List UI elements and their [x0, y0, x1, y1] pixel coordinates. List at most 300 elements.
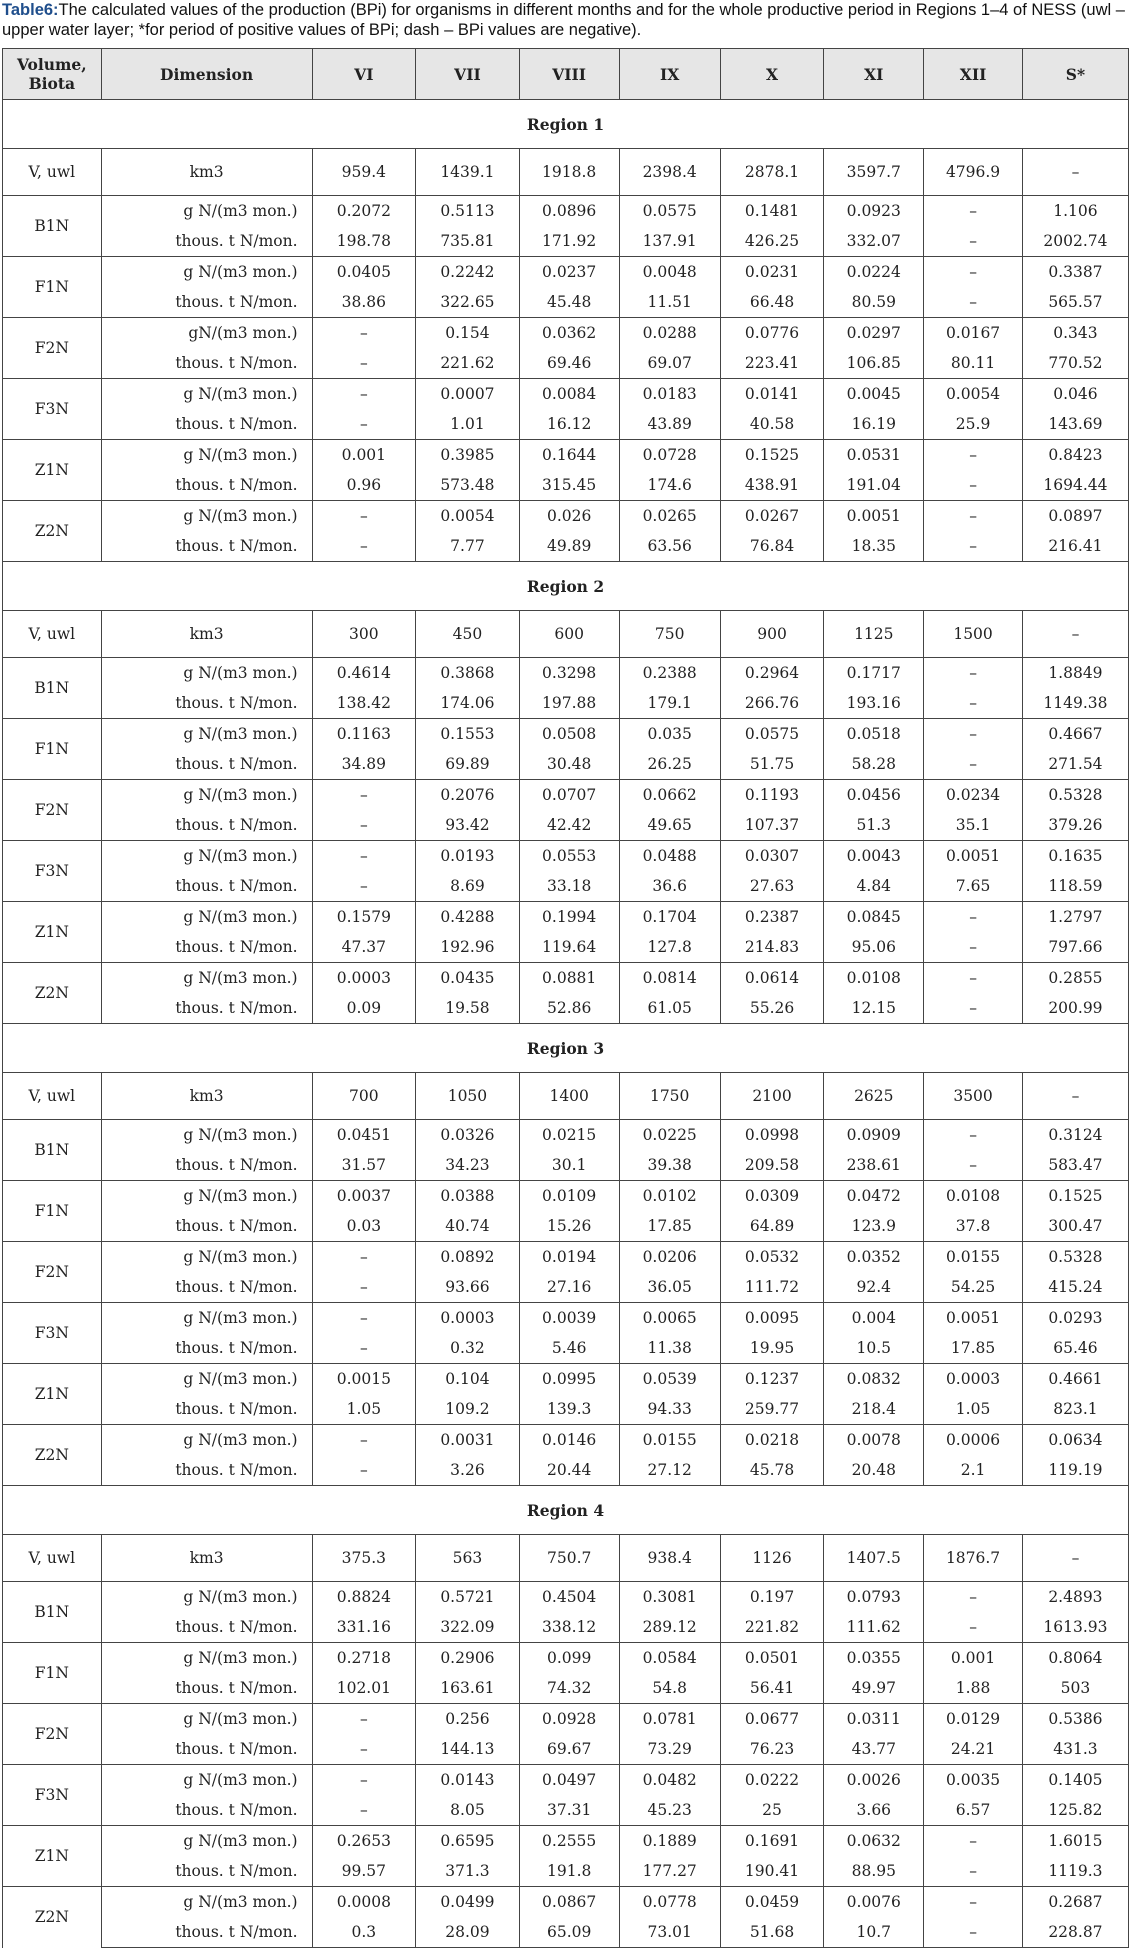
- value-cell: 228.87: [1022, 1917, 1128, 1948]
- biota-name: Z2N: [3, 963, 102, 1024]
- value-cell: 0.035: [619, 719, 720, 750]
- value-cell: 0.0218: [720, 1425, 824, 1456]
- table-caption-text: The calculated values of the production (BPi) for organisms in different months and for the whole productive period in Regions 1–4 of NESS (uwl – upper water layer; *for period of positive values of BPi; dash – BPi values are negative).: [2, 1, 1125, 39]
- dimension-cell: thous. t N/mon.: [101, 1856, 312, 1887]
- value-cell: 12.15: [824, 993, 924, 1024]
- dimension-cell: thous. t N/mon.: [101, 470, 312, 501]
- value-cell: 0.0575: [720, 719, 824, 750]
- value-cell: –: [312, 780, 416, 811]
- value-cell: 3.26: [416, 1455, 520, 1486]
- value-cell: 0.0531: [824, 440, 924, 471]
- value-cell: 107.37: [720, 810, 824, 841]
- value-cell: 174.6: [619, 470, 720, 501]
- value-cell: 0.154: [416, 318, 520, 349]
- value-cell: 315.45: [519, 470, 619, 501]
- value-cell: 54.25: [924, 1272, 1023, 1303]
- value-cell: 0.0845: [824, 902, 924, 933]
- value-cell: 1613.93: [1022, 1612, 1128, 1643]
- volume-value: 938.4: [619, 1535, 720, 1582]
- value-cell: 0.001: [312, 440, 416, 471]
- value-cell: 17.85: [924, 1333, 1023, 1364]
- value-cell: 0.0043: [824, 841, 924, 872]
- value-cell: 34.23: [416, 1150, 520, 1181]
- dimension-cell: g N/(m3 mon.): [101, 1120, 312, 1151]
- dimension-cell: thous. t N/mon.: [101, 1272, 312, 1303]
- value-cell: 1.05: [924, 1394, 1023, 1425]
- value-cell: 36.6: [619, 871, 720, 902]
- dimension-cell: thous. t N/mon.: [101, 348, 312, 379]
- value-cell: 27.63: [720, 871, 824, 902]
- value-cell: 218.4: [824, 1394, 924, 1425]
- biota-name: B1N: [3, 1582, 102, 1643]
- dimension-cell: g N/(m3 mon.): [101, 1364, 312, 1395]
- dimension-cell: g N/(m3 mon.): [101, 1582, 312, 1613]
- biota-name: B1N: [3, 1120, 102, 1181]
- value-cell: 144.13: [416, 1734, 520, 1765]
- value-cell: 0.0167: [924, 318, 1023, 349]
- dimension-cell: thous. t N/mon.: [101, 993, 312, 1024]
- volume-row: [3, 1535, 1129, 1582]
- header-cell: Volume, Biota: [3, 49, 102, 100]
- value-cell: 36.05: [619, 1272, 720, 1303]
- biota-row: [3, 688, 1129, 719]
- biota-row: [3, 531, 1129, 562]
- value-cell: 37.31: [519, 1795, 619, 1826]
- value-cell: –: [924, 1150, 1023, 1181]
- region-title-row: [3, 562, 1129, 611]
- value-cell: 26.25: [619, 749, 720, 780]
- header-cell: XI: [824, 49, 924, 100]
- biota-row: [3, 1333, 1129, 1364]
- value-cell: –: [312, 379, 416, 410]
- value-cell: 0.0532: [720, 1242, 824, 1273]
- biota-row: [3, 379, 1129, 410]
- value-cell: 300.47: [1022, 1211, 1128, 1242]
- value-cell: 3.66: [824, 1795, 924, 1826]
- value-cell: 10.7: [824, 1917, 924, 1948]
- value-cell: 74.32: [519, 1673, 619, 1704]
- value-cell: 66.48: [720, 287, 824, 318]
- value-cell: 0.0224: [824, 257, 924, 288]
- value-cell: 0.0006: [924, 1425, 1023, 1456]
- value-cell: 0.1481: [720, 196, 824, 227]
- value-cell: 92.4: [824, 1272, 924, 1303]
- value-cell: 197.88: [519, 688, 619, 719]
- value-cell: 69.46: [519, 348, 619, 379]
- volume-value: 3500: [924, 1073, 1023, 1120]
- biota-row: [3, 780, 1129, 811]
- biota-row: [3, 749, 1129, 780]
- value-cell: 2.1: [924, 1455, 1023, 1486]
- biota-name: F1N: [3, 257, 102, 318]
- value-cell: 0.5328: [1022, 1242, 1128, 1273]
- value-cell: 1.8849: [1022, 658, 1128, 689]
- header-cell: XII: [924, 49, 1023, 100]
- value-cell: 0.0037: [312, 1181, 416, 1212]
- dimension-cell: g N/(m3 mon.): [101, 1887, 312, 1918]
- value-cell: 17.85: [619, 1211, 720, 1242]
- value-cell: –: [312, 871, 416, 902]
- value-cell: 0.0781: [619, 1704, 720, 1735]
- header-cell: IX: [619, 49, 720, 100]
- value-cell: 0.2964: [720, 658, 824, 689]
- value-cell: 1.05: [312, 1394, 416, 1425]
- value-cell: 0.0102: [619, 1181, 720, 1212]
- value-cell: 0.2072: [312, 196, 416, 227]
- value-cell: 19.58: [416, 993, 520, 1024]
- value-cell: –: [924, 1612, 1023, 1643]
- volume-value: 700: [312, 1073, 416, 1120]
- region-title: Region 1: [3, 100, 1129, 149]
- value-cell: 0.0054: [416, 501, 520, 532]
- dimension-cell: thous. t N/mon.: [101, 1734, 312, 1765]
- value-cell: 209.58: [720, 1150, 824, 1181]
- value-cell: 7.77: [416, 531, 520, 562]
- value-cell: 125.82: [1022, 1795, 1128, 1826]
- value-cell: 0.0499: [416, 1887, 520, 1918]
- value-cell: 797.66: [1022, 932, 1128, 963]
- value-cell: 55.26: [720, 993, 824, 1024]
- value-cell: 0.0108: [924, 1181, 1023, 1212]
- value-cell: 0.0193: [416, 841, 520, 872]
- value-cell: 143.69: [1022, 409, 1128, 440]
- biota-row: [3, 810, 1129, 841]
- biota-name: Z1N: [3, 1826, 102, 1887]
- value-cell: 0.1644: [519, 440, 619, 471]
- value-cell: 27.12: [619, 1455, 720, 1486]
- volume-label: V, uwl: [3, 611, 102, 658]
- value-cell: 40.74: [416, 1211, 520, 1242]
- value-cell: –: [312, 1333, 416, 1364]
- value-cell: 0.0614: [720, 963, 824, 994]
- value-cell: 322.09: [416, 1612, 520, 1643]
- value-cell: 54.8: [619, 1673, 720, 1704]
- volume-value: 1439.1: [416, 149, 520, 196]
- biota-row: [3, 257, 1129, 288]
- value-cell: 0.4504: [519, 1582, 619, 1613]
- value-cell: –: [924, 1826, 1023, 1857]
- value-cell: 0.3: [312, 1917, 416, 1948]
- dimension-cell: g N/(m3 mon.): [101, 257, 312, 288]
- value-cell: 431.3: [1022, 1734, 1128, 1765]
- dimension-cell: g N/(m3 mon.): [101, 1826, 312, 1857]
- dimension-cell: g N/(m3 mon.): [101, 902, 312, 933]
- value-cell: 88.95: [824, 1856, 924, 1887]
- value-cell: 0.32: [416, 1333, 520, 1364]
- value-cell: –: [312, 810, 416, 841]
- dimension-cell: g N/(m3 mon.): [101, 1765, 312, 1796]
- value-cell: 0.4661: [1022, 1364, 1128, 1395]
- value-cell: –: [924, 1120, 1023, 1151]
- value-cell: 20.44: [519, 1455, 619, 1486]
- value-cell: 0.0035: [924, 1765, 1023, 1796]
- dimension-cell: g N/(m3 mon.): [101, 963, 312, 994]
- biota-row: [3, 287, 1129, 318]
- value-cell: 51.3: [824, 810, 924, 841]
- value-cell: 16.12: [519, 409, 619, 440]
- value-cell: 0.0026: [824, 1765, 924, 1796]
- value-cell: 0.1704: [619, 902, 720, 933]
- value-cell: –: [312, 1734, 416, 1765]
- value-cell: 0.0222: [720, 1765, 824, 1796]
- value-cell: 0.1691: [720, 1826, 824, 1857]
- value-cell: 0.0881: [519, 963, 619, 994]
- dimension-cell: g N/(m3 mon.): [101, 841, 312, 872]
- biota-name: Z1N: [3, 902, 102, 963]
- value-cell: 0.0539: [619, 1364, 720, 1395]
- header-cell: X: [720, 49, 824, 100]
- value-cell: 106.85: [824, 348, 924, 379]
- value-cell: –: [924, 1856, 1023, 1887]
- biota-row: [3, 1795, 1129, 1826]
- value-cell: 266.76: [720, 688, 824, 719]
- value-cell: 0.0909: [824, 1120, 924, 1151]
- value-cell: –: [924, 287, 1023, 318]
- value-cell: 0.0575: [619, 196, 720, 227]
- value-cell: 20.48: [824, 1455, 924, 1486]
- value-cell: 52.86: [519, 993, 619, 1024]
- volume-label: V, uwl: [3, 1073, 102, 1120]
- value-cell: 0.0482: [619, 1765, 720, 1796]
- value-cell: 0.0707: [519, 780, 619, 811]
- value-cell: 331.16: [312, 1612, 416, 1643]
- value-cell: 0.0155: [619, 1425, 720, 1456]
- region-title-row: [3, 100, 1129, 149]
- value-cell: 1.01: [416, 409, 520, 440]
- dimension-cell: thous. t N/mon.: [101, 1394, 312, 1425]
- value-cell: 0.3298: [519, 658, 619, 689]
- value-cell: 1694.44: [1022, 470, 1128, 501]
- value-cell: 73.01: [619, 1917, 720, 1948]
- value-cell: 5.46: [519, 1333, 619, 1364]
- volume-value: 2878.1: [720, 149, 824, 196]
- value-cell: 0.8824: [312, 1582, 416, 1613]
- value-cell: 0.1237: [720, 1364, 824, 1395]
- value-cell: 65.09: [519, 1917, 619, 1948]
- value-cell: 0.0832: [824, 1364, 924, 1395]
- value-cell: 221.62: [416, 348, 520, 379]
- value-cell: 0.1889: [619, 1826, 720, 1857]
- value-cell: 28.09: [416, 1917, 520, 1948]
- value-cell: 0.0078: [824, 1425, 924, 1456]
- value-cell: –: [924, 226, 1023, 257]
- value-cell: 0.0048: [619, 257, 720, 288]
- value-cell: 0.2653: [312, 1826, 416, 1857]
- value-cell: 0.0995: [519, 1364, 619, 1395]
- value-cell: 80.11: [924, 348, 1023, 379]
- value-cell: 198.78: [312, 226, 416, 257]
- dimension-cell: thous. t N/mon.: [101, 1673, 312, 1704]
- region-title-row: [3, 1486, 1129, 1535]
- volume-value: 1407.5: [824, 1535, 924, 1582]
- biota-row: [3, 470, 1129, 501]
- value-cell: –: [924, 932, 1023, 963]
- value-cell: 179.1: [619, 688, 720, 719]
- value-cell: –: [924, 749, 1023, 780]
- value-cell: 61.05: [619, 993, 720, 1024]
- biota-row: [3, 1394, 1129, 1425]
- header-row: [3, 49, 1129, 100]
- biota-name: F2N: [3, 1704, 102, 1765]
- biota-row: [3, 1612, 1129, 1643]
- value-cell: 111.62: [824, 1612, 924, 1643]
- value-cell: 0.0206: [619, 1242, 720, 1273]
- biota-row: [3, 1887, 1129, 1918]
- biota-name: F2N: [3, 780, 102, 841]
- value-cell: 0.0632: [824, 1826, 924, 1857]
- value-cell: 171.92: [519, 226, 619, 257]
- value-cell: 0.09: [312, 993, 416, 1024]
- value-cell: –: [312, 318, 416, 349]
- value-cell: 34.89: [312, 749, 416, 780]
- value-cell: 0.0405: [312, 257, 416, 288]
- value-cell: 0.4288: [416, 902, 520, 933]
- biota-name: Z1N: [3, 1364, 102, 1425]
- value-cell: 69.89: [416, 749, 520, 780]
- value-cell: 0.5113: [416, 196, 520, 227]
- value-cell: 2002.74: [1022, 226, 1128, 257]
- biota-row: [3, 440, 1129, 471]
- value-cell: 0.2555: [519, 1826, 619, 1857]
- dimension-cell: thous. t N/mon.: [101, 1455, 312, 1486]
- volume-value: 750: [619, 611, 720, 658]
- value-cell: 24.21: [924, 1734, 1023, 1765]
- region-title: Region 4: [3, 1486, 1129, 1535]
- value-cell: 0.1994: [519, 902, 619, 933]
- volume-label: V, uwl: [3, 1535, 102, 1582]
- value-cell: 192.96: [416, 932, 520, 963]
- value-cell: –: [312, 1795, 416, 1826]
- value-cell: 193.16: [824, 688, 924, 719]
- value-cell: 0.0307: [720, 841, 824, 872]
- value-cell: 31.57: [312, 1150, 416, 1181]
- dimension-cell: thous. t N/mon.: [101, 810, 312, 841]
- value-cell: 1.2797: [1022, 902, 1128, 933]
- value-cell: 49.89: [519, 531, 619, 562]
- biota-row: [3, 318, 1129, 349]
- value-cell: 191.8: [519, 1856, 619, 1887]
- value-cell: 0.0352: [824, 1242, 924, 1273]
- value-cell: 0.0923: [824, 196, 924, 227]
- value-cell: 0.0459: [720, 1887, 824, 1918]
- value-cell: –: [312, 531, 416, 562]
- value-cell: 95.06: [824, 932, 924, 963]
- header-cell: Dimension: [101, 49, 312, 100]
- biota-row: [3, 1826, 1129, 1857]
- volume-value: 4796.9: [924, 149, 1023, 196]
- value-cell: 823.1: [1022, 1394, 1128, 1425]
- value-cell: 0.2718: [312, 1643, 416, 1674]
- value-cell: 191.04: [824, 470, 924, 501]
- dimension-cell: thous. t N/mon.: [101, 531, 312, 562]
- value-cell: 0.0355: [824, 1643, 924, 1674]
- value-cell: 0.3124: [1022, 1120, 1128, 1151]
- value-cell: 1.88: [924, 1673, 1023, 1704]
- value-cell: 8.69: [416, 871, 520, 902]
- volume-value: 300: [312, 611, 416, 658]
- value-cell: 0.0293: [1022, 1303, 1128, 1334]
- value-cell: 332.07: [824, 226, 924, 257]
- biota-name: F3N: [3, 379, 102, 440]
- volume-value: 1050: [416, 1073, 520, 1120]
- value-cell: 76.84: [720, 531, 824, 562]
- value-cell: 0.3985: [416, 440, 520, 471]
- value-cell: 0.0778: [619, 1887, 720, 1918]
- biota-row: [3, 1364, 1129, 1395]
- volume-value: –: [1022, 1073, 1128, 1120]
- value-cell: 0.0488: [619, 841, 720, 872]
- dimension-cell: thous. t N/mon.: [101, 287, 312, 318]
- value-cell: 111.72: [720, 1272, 824, 1303]
- value-cell: 4.84: [824, 871, 924, 902]
- value-cell: 0.0451: [312, 1120, 416, 1151]
- value-cell: 770.52: [1022, 348, 1128, 379]
- dimension-cell: thous. t N/mon.: [101, 932, 312, 963]
- dimension-cell: thous. t N/mon.: [101, 1917, 312, 1948]
- value-cell: 289.12: [619, 1612, 720, 1643]
- biota-row: [3, 1120, 1129, 1151]
- value-cell: 271.54: [1022, 749, 1128, 780]
- value-cell: 0.0388: [416, 1181, 520, 1212]
- biota-row: [3, 1242, 1129, 1273]
- value-cell: –: [924, 440, 1023, 471]
- value-cell: 0.0183: [619, 379, 720, 410]
- value-cell: 102.01: [312, 1673, 416, 1704]
- value-cell: 49.65: [619, 810, 720, 841]
- value-cell: 8.05: [416, 1795, 520, 1826]
- biota-row: [3, 196, 1129, 227]
- value-cell: –: [312, 1272, 416, 1303]
- value-cell: 0.0265: [619, 501, 720, 532]
- value-cell: –: [924, 196, 1023, 227]
- volume-value: 1750: [619, 1073, 720, 1120]
- value-cell: 190.41: [720, 1856, 824, 1887]
- value-cell: 0.0129: [924, 1704, 1023, 1735]
- biota-row: [3, 993, 1129, 1024]
- value-cell: 0.0076: [824, 1887, 924, 1918]
- value-cell: 16.19: [824, 409, 924, 440]
- biota-name: F3N: [3, 841, 102, 902]
- value-cell: 0.0141: [720, 379, 824, 410]
- biota-row: [3, 1425, 1129, 1456]
- value-cell: 0.0776: [720, 318, 824, 349]
- value-cell: –: [312, 409, 416, 440]
- value-cell: 0.0031: [416, 1425, 520, 1456]
- value-cell: 58.28: [824, 749, 924, 780]
- dimension-cell: thous. t N/mon.: [101, 1612, 312, 1643]
- value-cell: 45.23: [619, 1795, 720, 1826]
- value-cell: 259.77: [720, 1394, 824, 1425]
- value-cell: –: [924, 993, 1023, 1024]
- value-cell: 0.0998: [720, 1120, 824, 1151]
- volume-value: 1918.8: [519, 149, 619, 196]
- volume-value: 600: [519, 611, 619, 658]
- biota-row: [3, 1673, 1129, 1704]
- biota-row: [3, 409, 1129, 440]
- value-cell: 43.77: [824, 1734, 924, 1765]
- value-cell: 0.3387: [1022, 257, 1128, 288]
- value-cell: 573.48: [416, 470, 520, 501]
- biota-row: [3, 1643, 1129, 1674]
- value-cell: 0.5328: [1022, 780, 1128, 811]
- value-cell: 42.42: [519, 810, 619, 841]
- value-cell: 0.0039: [519, 1303, 619, 1334]
- value-cell: 47.37: [312, 932, 416, 963]
- biota-row: [3, 1150, 1129, 1181]
- value-cell: 0.0435: [416, 963, 520, 994]
- value-cell: 0.2687: [1022, 1887, 1128, 1918]
- value-cell: 33.18: [519, 871, 619, 902]
